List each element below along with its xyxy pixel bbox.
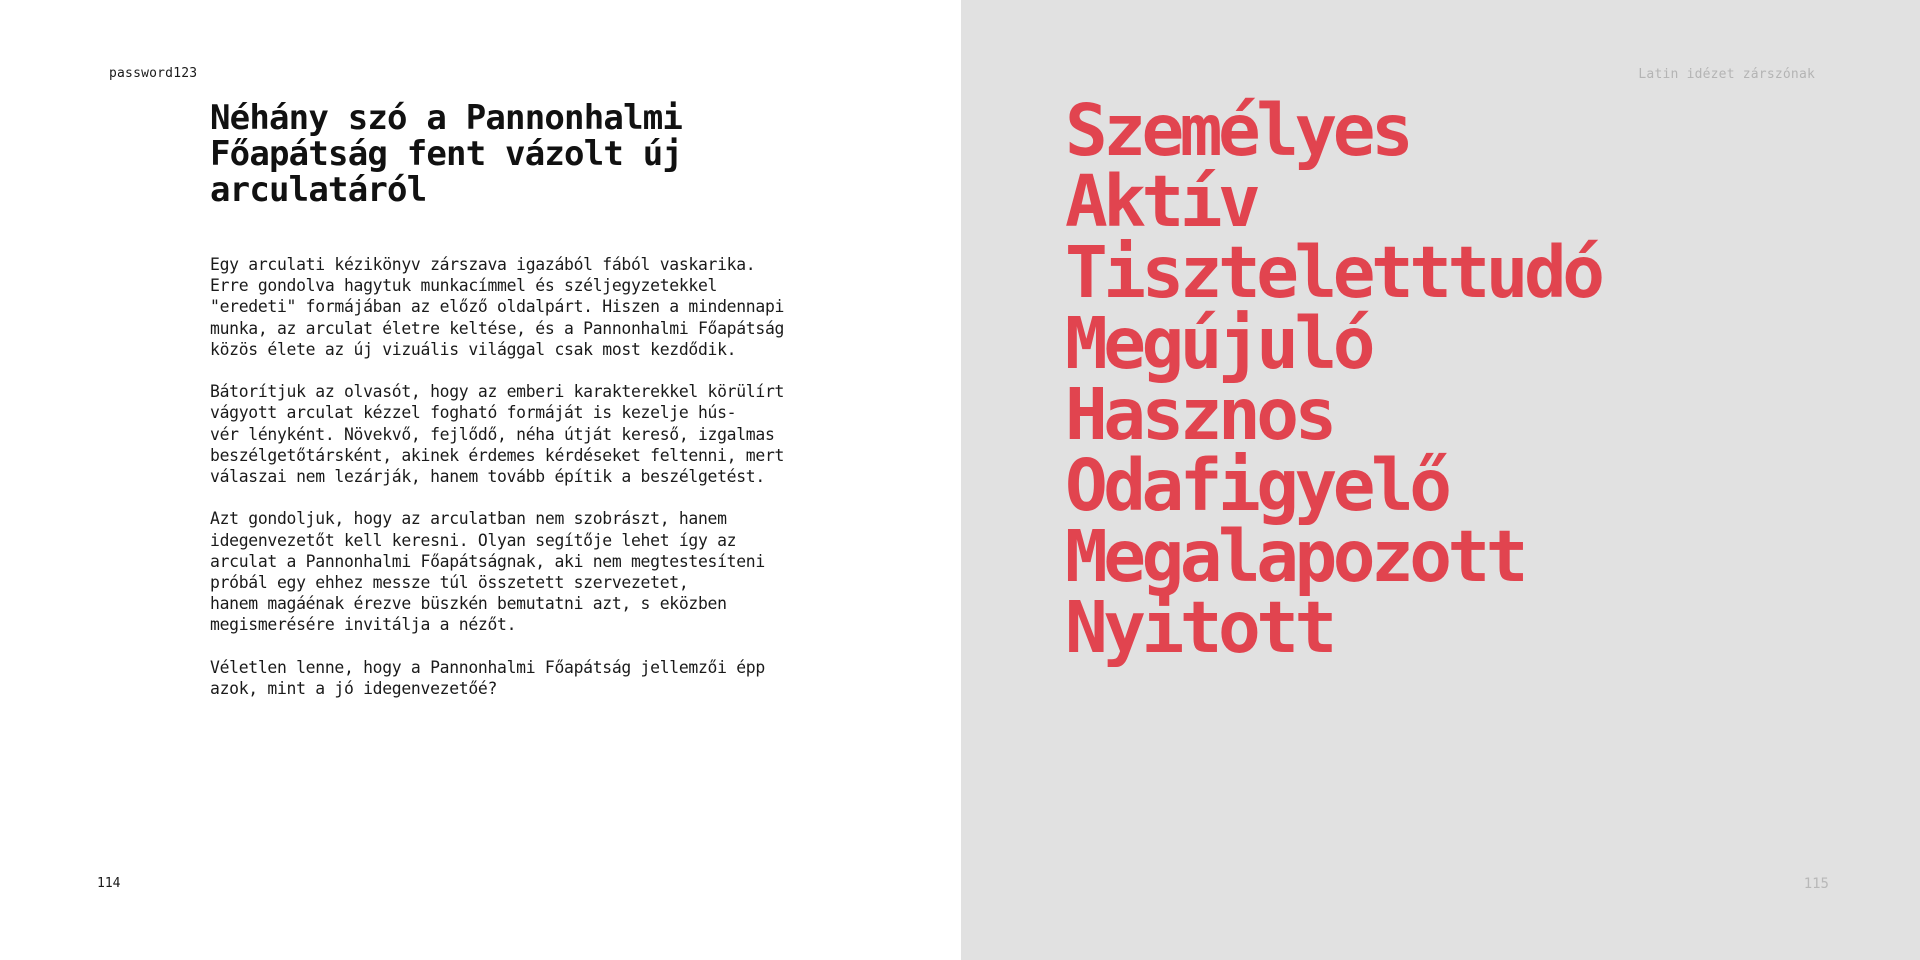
paragraph-1: Egy arculati kézikönyv zárszava igazából fából vaskarika. Erre gondolva hagytuk munkacímmel és széljegyzetekkel "eredeti" formájában az előző oldalpárt. Hiszen a mindennapi munka, az arculat életre keltése, és a Pannonhalmi Főapátság közös élete az új vizuális világgal csak most kezdődik. <box>210 255 785 359</box>
page-title: Néhány szó a Pannonhalmi Főapátság fent vázolt új arculatáról <box>210 98 683 210</box>
value-word: Személyes <box>1065 89 1410 172</box>
paragraph-2: Bátorítjuk az olvasót, hogy az emberi karakterekkel körülírt vágyott arculat kézzel fogható formáját is kezelje hús- vér lényként. Növekvő, fejlődő, néha útját kereső, izgalmas beszélgetőtársként, akinek érdemes kérdéseket feltenni, mert válaszai nem lezárják, hanem tovább építik a beszélgetést. <box>210 382 785 487</box>
body-text <box>210 254 860 720</box>
value-word: Aktív <box>1065 160 1257 243</box>
value-word: Nyitott <box>1065 586 1333 669</box>
right-page <box>961 0 1920 960</box>
value-word: Odafigyelő <box>1065 444 1448 527</box>
value-word: Hasznos <box>1065 373 1333 456</box>
value-word: Megalapozott <box>1065 515 1524 598</box>
running-head-left: password123 <box>109 66 198 81</box>
value-word: Megújuló <box>1065 302 1371 385</box>
value-word: Tiszteletttudó <box>1065 231 1601 314</box>
paragraph-4: Véletlen lenne, hogy a Pannonhalmi Főapátság jellemzői épp azok, mint a jó idegenvezetőé? <box>210 657 765 699</box>
page-number-left: 114 <box>97 876 121 891</box>
page-number-right: 115 <box>1803 876 1829 892</box>
running-head-right: Latin idézet zárszónak <box>1638 67 1815 82</box>
values-list <box>1065 89 1601 669</box>
paragraph-3: Azt gondoljuk, hogy az arculatban nem szobrászt, hanem idegenvezetőt kell keresni. Olyan segítője lehet így az arculat a Pannonhalmi Főapátságnak, aki nem megtestesíteni próbál egy ehhez messze túl összetett szervezetet, hanem magáénak érezve büszkén bemutatni azt, s eközben megismerésére invitálja a nézőt. <box>210 509 765 635</box>
